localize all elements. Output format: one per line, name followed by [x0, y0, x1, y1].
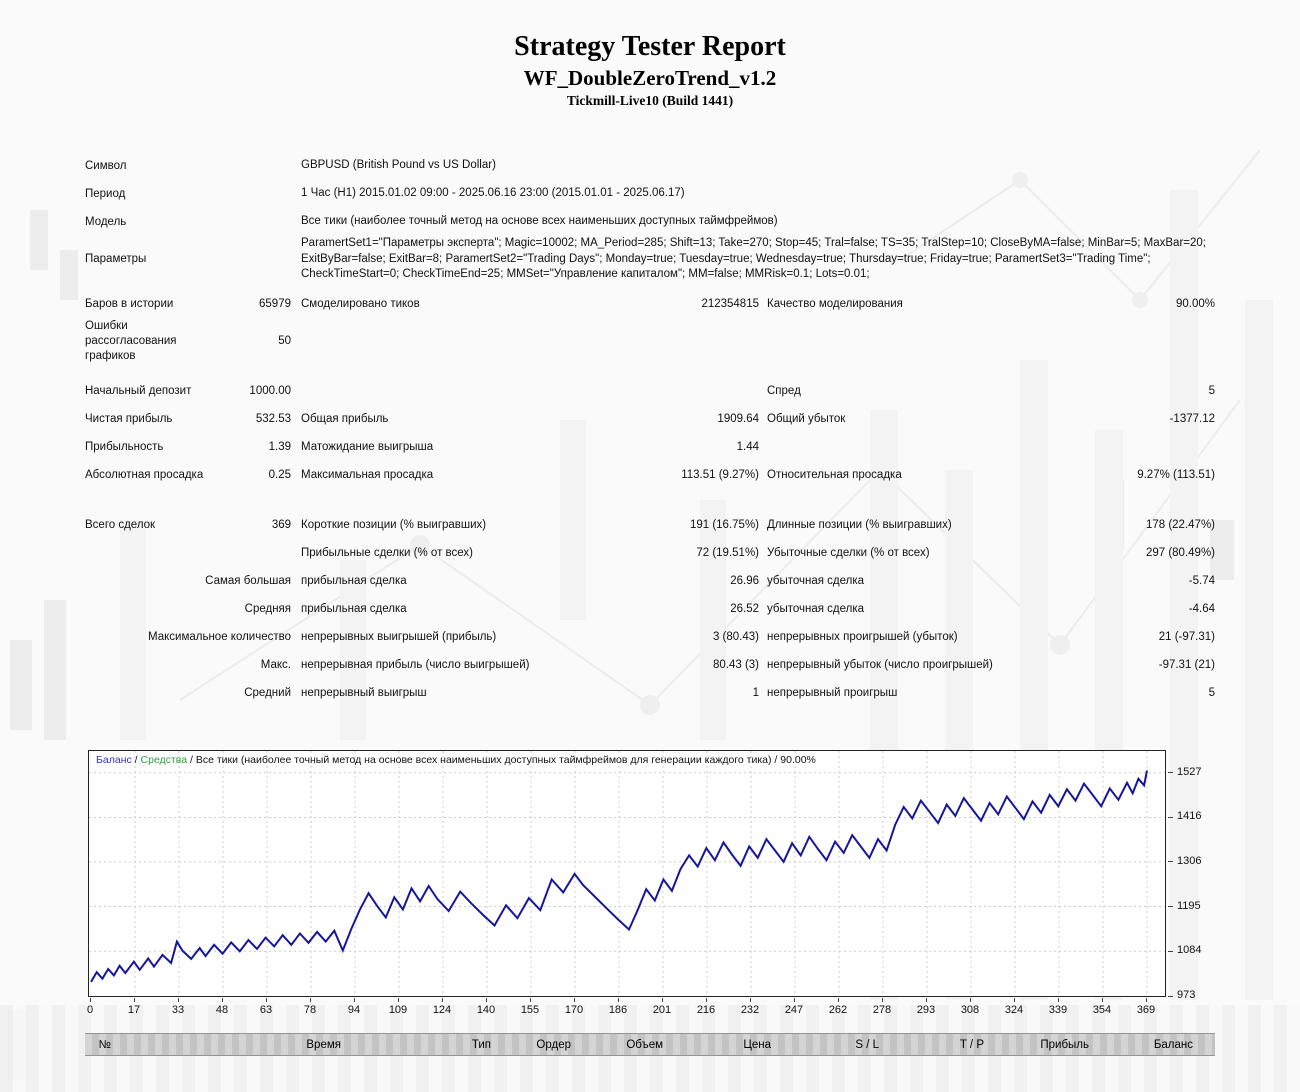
- column-header-price: Цена: [743, 1038, 771, 1051]
- x-tick-mark: [618, 998, 619, 1002]
- row-value: 212354815: [701, 298, 759, 310]
- x-tick-label: 48: [215, 1004, 229, 1016]
- y-tick-label: 1527: [1177, 765, 1202, 778]
- row-value: 297 (80.49%): [1145, 547, 1215, 559]
- report-row: [85, 236, 1215, 283]
- row-value: 1.39: [268, 441, 291, 453]
- row-label: Символ: [85, 159, 127, 172]
- x-tick-mark: [178, 998, 179, 1002]
- row-label: прибыльная сделка: [301, 575, 407, 587]
- x-tick-label: 293: [916, 1004, 936, 1016]
- row-label: Прибыльные сделки (% от всех): [301, 547, 473, 559]
- row-value: 26.96: [730, 575, 759, 587]
- legend-separator: /: [131, 754, 141, 766]
- row-label: убыточная сделка: [767, 575, 865, 587]
- x-tick-mark: [1146, 998, 1147, 1002]
- row-label: Чистая прибыль: [85, 413, 173, 425]
- y-tick-mark: [1168, 861, 1173, 862]
- row-value: 50: [278, 334, 291, 347]
- row-label: Матожидание выигрыша: [301, 441, 434, 453]
- x-tick-label: 109: [388, 1004, 408, 1016]
- balance-line-svg: [89, 751, 1165, 996]
- row-label: Относительная просадка: [767, 469, 902, 481]
- column-header-time: Время: [306, 1038, 341, 1051]
- row-label: Ошибки рассогласования графиков: [85, 319, 177, 362]
- legend-description: Все тики (наиболее точный метод на основе всех наименьших доступных таймфреймов для генерации каждого тика) / 90.00%: [195, 754, 816, 766]
- x-tick-mark: [310, 998, 311, 1002]
- x-tick-mark: [882, 998, 883, 1002]
- row-value: 1000.00: [249, 385, 291, 397]
- x-tick-mark: [1102, 998, 1103, 1002]
- x-tick-label: 186: [608, 1004, 628, 1016]
- legend-separator: /: [187, 754, 196, 766]
- balance-chart: [85, 750, 1300, 1040]
- x-tick-mark: [970, 998, 971, 1002]
- x-tick-mark: [750, 998, 751, 1002]
- server-build: Tickmill-Live10 (Build 1441): [566, 93, 734, 108]
- x-tick-mark: [662, 998, 663, 1002]
- row-label: Спред: [767, 385, 801, 397]
- row-label: Средняя: [244, 603, 291, 615]
- y-tick-label: 1306: [1177, 854, 1202, 867]
- x-tick-label: 155: [520, 1004, 540, 1016]
- x-tick-label: 78: [303, 1004, 317, 1016]
- row-value: 65979: [259, 298, 291, 310]
- row-value-wide: 1 Час (H1) 2015.01.02 09:00 - 2025.06.16 23:00 (2015.01.01 - 2025.06.17): [301, 187, 685, 200]
- x-tick-label: 140: [476, 1004, 496, 1016]
- legend-equity-label: Средства: [140, 754, 188, 766]
- row-label: Убыточные сделки (% от всех): [767, 547, 930, 559]
- row-label: непрерывный убыток (число проигрышей): [767, 659, 993, 671]
- x-tick-label: 201: [652, 1004, 672, 1016]
- row-value: 1.44: [736, 441, 759, 453]
- row-value-wide: GBPUSD (British Pound vs US Dollar): [301, 159, 496, 172]
- x-tick-mark: [486, 998, 487, 1002]
- x-tick-mark: [398, 998, 399, 1002]
- column-header-order: Ордер: [536, 1038, 571, 1051]
- x-tick-mark: [266, 998, 267, 1002]
- row-label: Абсолютная просадка: [85, 469, 204, 481]
- row-value: 90.00%: [1175, 298, 1215, 310]
- x-tick-label: 278: [872, 1004, 892, 1016]
- page-title: Strategy Tester Report: [514, 31, 786, 62]
- row-value: 1909.64: [717, 413, 759, 425]
- row-value: 113.51 (9.27%): [681, 469, 759, 481]
- x-tick-label: 369: [1136, 1004, 1156, 1016]
- trade-table-header: [85, 1033, 1215, 1056]
- x-tick-mark: [926, 998, 927, 1002]
- x-tick-label: 0: [86, 1004, 94, 1016]
- x-tick-label: 262: [828, 1004, 848, 1016]
- x-tick-mark: [574, 998, 575, 1002]
- report-row: [85, 291, 1215, 319]
- row-label: Общая прибыль: [301, 413, 389, 425]
- x-tick-label: 94: [347, 1004, 361, 1016]
- row-value: 532.53: [255, 413, 291, 425]
- chart-legend: [96, 754, 816, 766]
- row-value: -1377.12: [1169, 413, 1215, 425]
- row-label: убыточная сделка: [767, 603, 865, 615]
- row-label: Общий убыток: [767, 413, 846, 425]
- row-label: Всего сделок: [85, 519, 156, 531]
- row-value: 1: [752, 687, 759, 699]
- report-row: [85, 540, 1215, 568]
- x-tick-label: 354: [1092, 1004, 1112, 1016]
- row-label: Длинные позиции (% выигравших): [767, 519, 952, 531]
- row-value: 9.27% (113.51): [1137, 469, 1215, 481]
- x-tick-label: 170: [564, 1004, 584, 1016]
- x-tick-mark: [90, 998, 91, 1002]
- x-tick-label: 339: [1048, 1004, 1068, 1016]
- row-label: Начальный депозит: [85, 385, 192, 397]
- report-row: [85, 152, 1215, 180]
- column-header-no: №: [98, 1038, 111, 1051]
- column-header-volume: Объем: [626, 1038, 663, 1051]
- row-value: 3 (80.43): [712, 631, 759, 643]
- row-label: Короткие позиции (% выигравших): [301, 519, 487, 531]
- y-tick-label: 1084: [1177, 944, 1202, 957]
- row-label: непрерывная прибыль (число выигрышей): [301, 659, 530, 671]
- report-row: [85, 208, 1215, 236]
- row-value: 0.25: [268, 469, 291, 481]
- x-tick-mark: [222, 998, 223, 1002]
- row-value: 5: [1208, 385, 1215, 397]
- column-header-sl: S / L: [855, 1038, 879, 1051]
- row-label: Средний: [244, 687, 291, 699]
- report-table: [85, 152, 1215, 708]
- row-label: Модель: [85, 215, 127, 228]
- x-tick-mark: [794, 998, 795, 1002]
- row-value: 5: [1208, 687, 1215, 699]
- row-label: прибыльная сделка: [301, 603, 407, 615]
- y-tick-mark: [1168, 951, 1173, 952]
- column-header-balance: Баланс: [1153, 1038, 1193, 1051]
- row-label: Прибыльность: [85, 441, 164, 453]
- row-value: -4.64: [1188, 603, 1215, 615]
- row-value: 178 (22.47%): [1145, 519, 1215, 531]
- report-row: [85, 512, 1215, 540]
- report-row: [85, 652, 1215, 680]
- row-value: 21 (-97.31): [1158, 631, 1215, 643]
- x-tick-label: 17: [127, 1004, 141, 1016]
- row-value-wide: ParamertSet1="Параметры эксперта"; Magic=10002; MA_Period=285; Shift=13; Take=270; Stop=45; Tral=false; TS=35; TralStep=10; CloseByMA=false; MinBar=5; MaxBar=20; ExitByBar=false; ExitBar=8; ParamertSet2="Trading Days"; Monday=true; Tuesday=true; Wednesday=true; Thursday=true; Friday=true; ParamertSet3="Trading Time"; CheckTimeStart=0; CheckTimeEnd=25; MMSet="Управление капиталом"; MM=false; MMRisk=0.1; Lots=0.01;: [301, 237, 1206, 280]
- row-label: Качество моделирования: [767, 298, 903, 310]
- y-tick-mark: [1168, 817, 1173, 818]
- y-tick-mark: [1168, 772, 1173, 773]
- y-axis-labels: [1168, 750, 1228, 1000]
- row-value: 72 (19.51%): [696, 547, 759, 559]
- row-value: 80.43 (3): [712, 659, 759, 671]
- x-tick-mark: [706, 998, 707, 1002]
- x-tick-label: 308: [960, 1004, 980, 1016]
- row-label: непрерывный выигрыш: [301, 687, 427, 699]
- report-row: [85, 568, 1215, 596]
- row-label: Смоделировано тиков: [301, 298, 420, 310]
- x-tick-label: 232: [740, 1004, 760, 1016]
- row-label: Самая большая: [205, 575, 291, 587]
- row-value-wide: Все тики (наиболее точный метод на основе всех наименьших доступных таймфреймов): [301, 215, 778, 228]
- x-tick-label: 33: [171, 1004, 185, 1016]
- report-header: [85, 30, 1215, 110]
- row-label: Баров в истории: [85, 298, 174, 310]
- x-tick-label: 216: [696, 1004, 716, 1016]
- x-tick-label: 247: [784, 1004, 804, 1016]
- report-row: [85, 406, 1215, 434]
- row-value: 191 (16.75%): [689, 519, 759, 531]
- x-tick-label: 124: [432, 1004, 452, 1016]
- row-label: Макс.: [260, 659, 291, 671]
- strategy-name: WF_DoubleZeroTrend_v1.2: [523, 66, 777, 90]
- y-tick-label: 1195: [1177, 899, 1201, 912]
- y-tick-label: 973: [1177, 989, 1196, 1001]
- row-value: 369: [271, 519, 291, 531]
- row-value: -97.31 (21): [1158, 659, 1215, 671]
- x-tick-mark: [838, 998, 839, 1002]
- report-row: [85, 378, 1215, 406]
- column-header-type: Тип: [471, 1038, 491, 1051]
- row-label: непрерывный проигрыш: [767, 687, 898, 699]
- row-label: Максимальное количество: [148, 631, 291, 643]
- y-tick-mark: [1168, 996, 1173, 997]
- x-tick-mark: [354, 998, 355, 1002]
- column-header-tp: T / P: [959, 1038, 984, 1051]
- report-row: [85, 596, 1215, 624]
- x-axis-labels: [88, 997, 1166, 1021]
- row-value: 26.52: [730, 603, 759, 615]
- x-tick-label: 324: [1004, 1004, 1024, 1016]
- row-label: Параметры: [85, 252, 147, 265]
- report-row: [85, 319, 1215, 364]
- row-label: непрерывных выигрышей (прибыль): [301, 631, 497, 643]
- row-label: Максимальная просадка: [301, 469, 434, 481]
- report-row: [85, 680, 1215, 708]
- row-value: -5.74: [1188, 575, 1215, 587]
- report-row: [85, 624, 1215, 652]
- x-tick-mark: [442, 998, 443, 1002]
- column-header-profit: Прибыль: [1040, 1038, 1089, 1051]
- x-tick-mark: [1014, 998, 1015, 1002]
- row-label: Период: [85, 187, 126, 200]
- x-tick-mark: [530, 998, 531, 1002]
- x-tick-mark: [134, 998, 135, 1002]
- x-tick-mark: [1058, 998, 1059, 1002]
- x-tick-label: 63: [259, 1004, 273, 1016]
- report-row: [85, 180, 1215, 208]
- report-row: [85, 462, 1215, 490]
- y-tick-label: 1416: [1177, 810, 1202, 823]
- report-row: [85, 434, 1215, 462]
- row-label: непрерывных проигрышей (убыток): [767, 631, 958, 643]
- legend-balance-label: Баланс: [96, 754, 132, 766]
- chart-plot-area: [88, 750, 1166, 997]
- y-tick-mark: [1168, 906, 1173, 907]
